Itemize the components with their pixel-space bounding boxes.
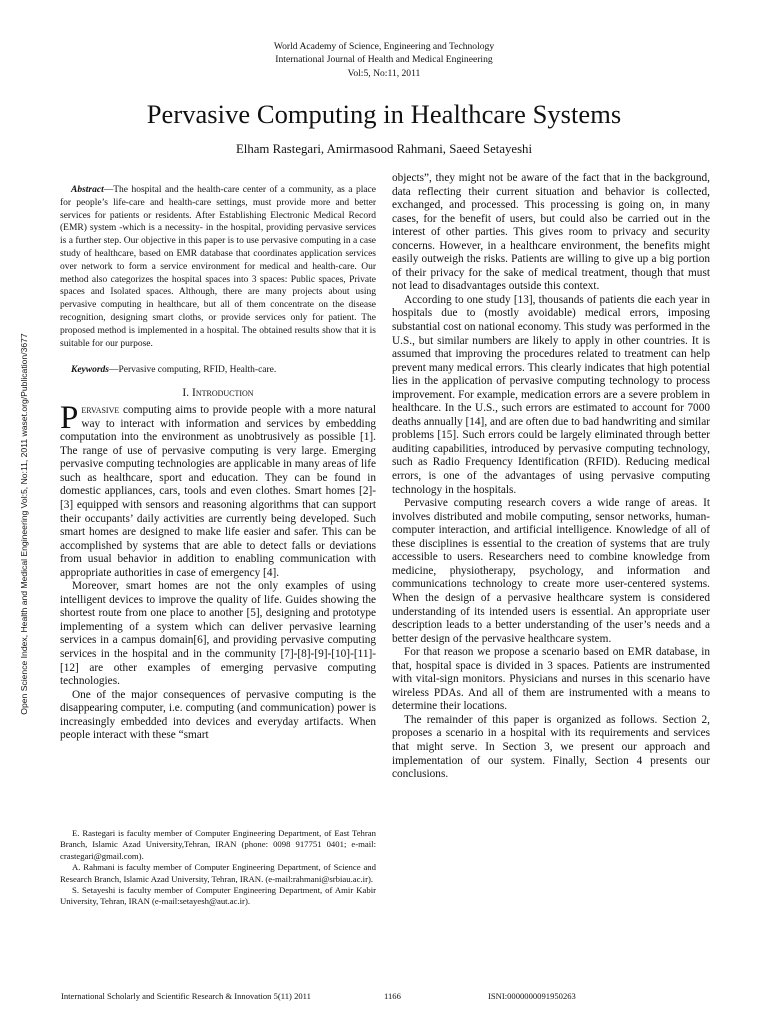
left-column: [60, 184, 376, 743]
side-stamp-text: Open Science Index, Health and Medical Engineering Vol:5, No:11, 2011 waset.org/Publication/3677: [19, 333, 29, 715]
body-paragraph-medical-errors: According to one study [13], thousands of patients die each year in hospitals due to (mostly avoidable) medical errors, imposing substantial cost on national economy. This study was performed in the U.S., but similar numbers are likely to apply in other countries. It is assumed that improving the procedures related to treatment can help prevent many medical errors. This clearly indicates that high potential lies in the application of pervasive computing technology to process improvement. For example, medication errors are a severe problem in healthcare. In the U.S., such errors are estimated to account for 7000 deaths annually [14], and are often due to bad handwriting and similar problems [15]. Such errors could be largely eliminated through better auditing capabilities, introduced by pervasive computing technology, such as Radio Frequency Identification (RFID). Reducing medical errors, is one of the advantages of using pervasive computing technology in the hospitals.: [392, 293, 710, 496]
intro-paragraph-2: Moreover, smart homes are not the only examples of using intelligent devices to improve the quality of life. Guides showing the shortest route from one place to another [5], designing and prototype implementing of a system which can deliver pervasive learning services in a campus domain[6], and providing pervasive computing services in the hospital and in the community [7]-[8]-[9]-[10]-[11]-[12] are other examples of emerging pervasive computing technologies.: [60, 580, 376, 688]
section-title: Introduction: [191, 387, 254, 400]
side-stamp: [14, 333, 34, 715]
footer-isni: ISNI:0000000091950263: [488, 991, 576, 1001]
body-paragraph-scenario: For that reason we propose a scenario based on EMR database, in that, hospital space is divided in 3 spaces. Patients are instrumented with vital-sign monitors. Physicians and nurses in this scenario have wireless PDAs. And all of them are instrumented with a means to determine their locations.: [392, 646, 710, 713]
journal-publisher: World Academy of Science, Engineering and Technology: [273, 41, 495, 52]
footer-publication: International Scholarly and Scientific Research & Innovation 5(11) 2011: [61, 991, 311, 1001]
footnote-rahmani: A. Rahmani is faculty member of Computer Engineering Department, of Science and Research Branch, Islamic Azad University, Tehran, IRAN. (e-mail:rahmani@srbiau.ac.ir).: [60, 862, 376, 884]
intro-paragraph-1-text: computing aims to provide people with a more natural way to interact with information and services by embedding computation into the environment as unobtrusively as possible [1]. The range of use of pervasive computing is very large. Emerging pervasive computing technologies are applicable in many areas of life such as healthcare, sport and education. They can be found in domestic appliances, cars, tools and even clothes. Smart homes [2]-[3] equipped with sensors and reasoning algorithms that can support their occupants’ daily activities are currently being developed. Such smart homes are designed to make life easier and safer. This can be accomplished by systems that are able to detect falls or deviations from usual behavior in addition to enabling communication with appropriate authorities in case of emergency [4].: [60, 404, 376, 579]
intro-first-word: ervasive: [81, 404, 120, 417]
footnote-setayeshi: S. Setayeshi is faculty member of Computer Engineering Department, of Amir Kabir University, Tehran, IRAN (e-mail:setayesh@aut.ac.ir).: [60, 885, 376, 907]
keywords: [60, 364, 376, 377]
journal-name: International Journal of Health and Medical Engineering: [275, 54, 493, 66]
keywords-label: Keywords: [71, 365, 109, 376]
keywords-text: —Pervasive computing, RFID, Health-care.: [109, 365, 277, 376]
intro-paragraph-3: One of the major consequences of pervasive computing is the disappearing computer, i.e. computing (and communication) power is increasingly embedded into devices and everyday artifacts. When people interact with these “smart: [60, 688, 376, 742]
section-heading-introduction: [60, 387, 376, 399]
abstract-label: Abstract: [71, 185, 104, 195]
page-footer: [0, 991, 768, 1005]
journal-header: [0, 40, 768, 80]
author-footnotes: [60, 828, 376, 908]
paper-authors: Elham Rastegari, Amirmasood Rahmani, Saeed Setayeshi: [235, 142, 533, 156]
drop-cap: P: [60, 400, 79, 437]
body-paragraph-objects: objects”, they might not be aware of the fact that in the background, data reflecting their current situation and behavior is collected, exchanged, and processed. This processing is going on, in many cases, for the benefit of users, but could also be carried out in the interest of other parties. This gives room to privacy and security concerns. However, in a healthcare environment, the benefits might easily outweigh the risks. Patients are willing to give up a big portion of their privacy for the sake of medical treatment, though that must not lead to disadvantages outside this context.: [392, 172, 710, 293]
right-column: [392, 172, 710, 782]
footer-page-number: 1166: [384, 991, 401, 1001]
paper-title: Pervasive Computing in Healthcare Systems: [146, 99, 622, 129]
abstract-text: —The hospital and the health-care center of a community, as a place for people’s life-care and health-care settings, must provide more and better services for patients or residents. After Establishing Electronic Medical Record (EMR) system -which is a necessity- in the hospital, providing pervasive services is a further step. Our objective in this paper is to use pervasive computing in a case study of healthcare, based on EMR database that coordinates application services over network to form a service environment for medical and health-care. Our method also categorizes the hospital spaces into 3 spaces: Public spaces, Private spaces and Isolated spaces. Although, there are many projects about using pervasive computing in healthcare, but all of them concentrate on the disease recognition, designing smart cloths, or provide services only for patient. The proposed method is implemented in a hospital. The obtained results show that it is suitable for our purpose.: [60, 185, 376, 349]
journal-volume: Vol:5, No:11, 2011: [347, 67, 421, 79]
body-paragraph-organization: The remainder of this paper is organized as follows. Section 2, proposes a scenario in a hospital with its requirements and services that might serve. In Section 3, we present our approach and implementation of our system. Finally, Section 4 presents our conclusions.: [392, 713, 710, 781]
body-paragraph-research-areas: Pervasive computing research covers a wide range of areas. It involves distributed and mobile computing, sensor networks, human-computer interaction, and artificial intelligence. Knowledge of all of these disciplines is essential to the creation of systems that are truly accessible to users. Researchers need to combine knowledge from medicine, physiotherapy, psychology, and information and communications technology to create more user-centered systems. When the design of a pervasive healthcare system is considered understanding of its intended users is essential. An appropriate user description leads to a better understanding of the user’s needs and a better design of the pervasive healthcare system.: [392, 497, 710, 645]
abstract: [60, 184, 376, 350]
intro-paragraph-1: [60, 400, 376, 580]
section-number: I.: [182, 387, 190, 400]
footnote-rastegari: E. Rastegari is faculty member of Computer Engineering Department, of East Tehran Branch, Islamic Azad University,Tehran, IRAN (phone: 0098 917751 0401; e-mail: crastegari@gmail.com).: [60, 828, 376, 861]
